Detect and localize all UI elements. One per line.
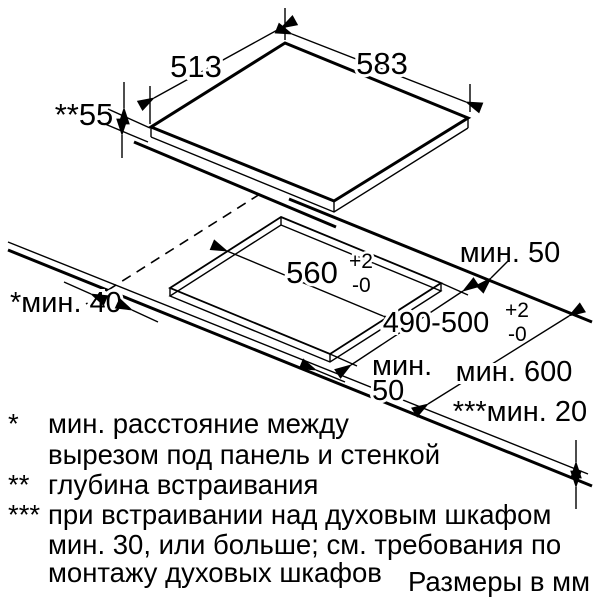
units-note: Размеры в мм — [408, 566, 590, 597]
side-clearance-label: *мин. 40 — [10, 287, 122, 319]
cutout-width-tolerance-plus: +2 — [349, 250, 373, 273]
cutout-depth-tolerance-minus: -0 — [508, 323, 527, 346]
footnote-text: глубина встраивания — [48, 469, 319, 500]
cutout-width-tolerance-minus: -0 — [352, 274, 371, 297]
footnote-marker: * — [8, 408, 19, 439]
footnote-text: мин. 30, или больше; см. требования по — [48, 529, 562, 560]
cutout-depth-tolerance-plus: +2 — [505, 299, 529, 322]
footnote-marker: *** — [8, 499, 41, 530]
panel-depth-label: 513 — [170, 49, 222, 84]
extension-line — [441, 283, 468, 295]
height-reference-line — [105, 124, 148, 142]
footnote-text: вырезом под панель и стенкой — [48, 439, 441, 470]
height-reference-line — [108, 109, 150, 128]
panel-width-label: 583 — [356, 46, 408, 81]
footnote-text: мин. расстояние между — [48, 408, 349, 439]
worktop-depth-label: мин. 600 — [455, 356, 573, 388]
cutout-width-label: 560 — [286, 255, 338, 290]
back-clearance-label: мин. 50 — [459, 237, 561, 269]
panel-height-label: **55 — [54, 97, 114, 132]
footnote-marker: ** — [8, 469, 30, 500]
footnotes — [8, 408, 590, 597]
footnote-text: при встраивании над духовым шкафом — [48, 499, 552, 530]
front-clearance-word: мин. — [372, 350, 433, 382]
front-clearance-value: 50 — [372, 375, 405, 407]
footnote-text: монтажу духовых шкафов — [48, 557, 382, 588]
below-clearance-label: ***мин. 20 — [452, 396, 588, 428]
side-clearance-arrow — [132, 310, 158, 322]
cutout-depth-label: 490-500 — [382, 307, 490, 339]
